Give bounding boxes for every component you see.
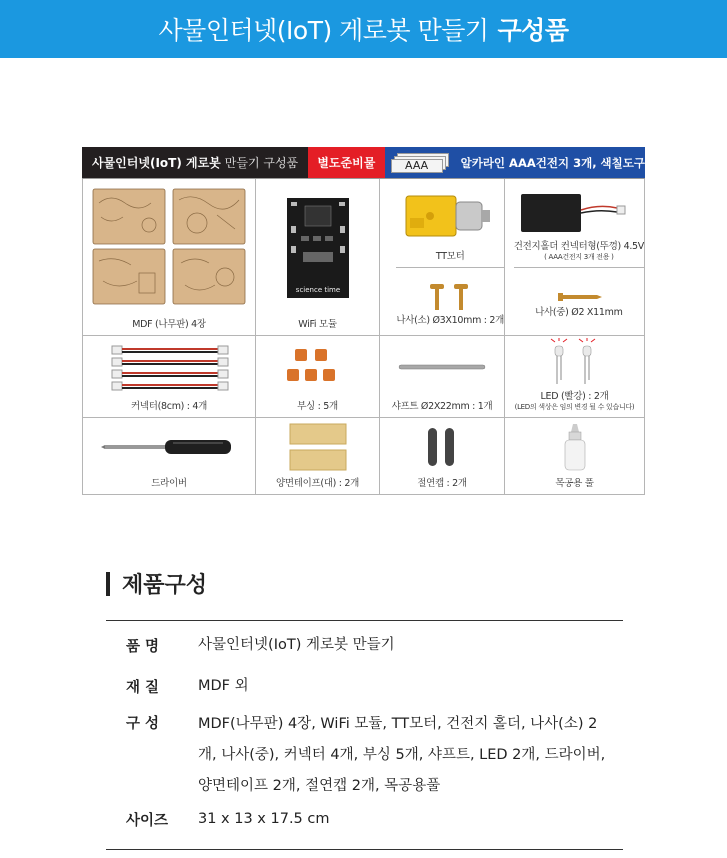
spec-row-size bbox=[126, 809, 608, 830]
spec-value: MDF 외 bbox=[198, 678, 249, 694]
part-screw-mid bbox=[514, 290, 644, 323]
driver-label: 드라이버 bbox=[151, 478, 187, 489]
required-items bbox=[385, 147, 645, 178]
spec-value: 사물인터넷(IoT) 게로봇 만들기 bbox=[198, 637, 395, 653]
battery-icon bbox=[391, 153, 453, 173]
heading-bar bbox=[106, 572, 110, 596]
part-tape bbox=[256, 418, 380, 495]
tt-motor-image bbox=[396, 188, 504, 248]
spacer-label: 부싱 : 5개 bbox=[297, 401, 338, 412]
part-shaft bbox=[380, 336, 505, 418]
kit-header-title-bold: 사물인터넷(IoT) 게로봇 bbox=[92, 156, 221, 170]
spec-label: 품 명 bbox=[126, 639, 160, 655]
screw-mid-label: 나사(중) Ø2 X11mm bbox=[535, 306, 623, 318]
part-driver bbox=[82, 418, 256, 495]
glue-bottle-image bbox=[505, 418, 644, 475]
part-col3-row1 bbox=[380, 179, 505, 336]
battery-holder-note: ( AAA건전지 3개 전용 ) bbox=[544, 252, 614, 261]
part-cap bbox=[380, 418, 505, 495]
tape-image bbox=[256, 418, 379, 475]
wifi-label: WiFi 모듈 bbox=[298, 319, 337, 330]
part-battery-holder bbox=[514, 188, 644, 268]
tt-motor-label: TT모터 bbox=[435, 250, 465, 262]
part-tt-motor bbox=[396, 188, 504, 268]
battery-holder-image bbox=[514, 188, 644, 238]
insulation-cap-image bbox=[380, 418, 504, 475]
screw-small-label: 나사(소) Ø3X10mm : 2개 bbox=[396, 314, 504, 326]
shaft-label: 샤프트 Ø2X22mm : 1개 bbox=[391, 401, 493, 412]
spec-row-name bbox=[126, 635, 608, 656]
parts-grid bbox=[82, 178, 645, 495]
mdf-boards-image bbox=[83, 179, 255, 316]
led-note: (LED의 색상은 임의 변경 될 수 있습니다) bbox=[514, 403, 635, 411]
mdf-label: MDF (나무판) 4장 bbox=[132, 319, 206, 330]
part-col4-row1 bbox=[505, 179, 645, 336]
screw-small-image bbox=[396, 282, 504, 312]
glue-label: 목공용 풀 bbox=[555, 478, 594, 489]
part-spacer bbox=[256, 336, 380, 418]
connector-label: 커넥터(8cm) : 4개 bbox=[130, 401, 208, 412]
spec-table bbox=[106, 620, 623, 850]
connector-image bbox=[83, 336, 255, 398]
kit-header-title-light: 만들기 구성품 bbox=[224, 156, 299, 170]
wifi-module-image bbox=[256, 179, 379, 316]
kit-header-title bbox=[82, 147, 308, 178]
screwdriver-image bbox=[83, 418, 255, 475]
part-screw-small bbox=[396, 282, 504, 331]
required-items-text: 알카라인 AAA건전지 3개, 색칠도구 bbox=[460, 155, 645, 170]
spec-row-material bbox=[126, 676, 608, 697]
screw-mid-image bbox=[514, 290, 644, 304]
spacer-image bbox=[256, 336, 379, 398]
tape-label: 양면테이프(대) : 2개 bbox=[275, 478, 360, 489]
spec-heading-text: 제품구성 bbox=[122, 573, 208, 598]
part-wifi bbox=[256, 179, 380, 336]
led-image bbox=[505, 336, 644, 388]
banner-title-bold: 구성품 bbox=[497, 16, 569, 45]
spec-value: 31 x 13 x 17.5 cm bbox=[198, 811, 330, 827]
battery-holder-label: 건전지홀더 컨넥터형(뚜껑) 4.5V bbox=[513, 240, 644, 252]
wifi-board-text: science time bbox=[295, 285, 340, 294]
part-glue bbox=[505, 418, 645, 495]
part-led bbox=[505, 336, 645, 418]
spec-value: MDF(나무판) 4장, WiFi 모듈, TT모터, 건전지 홀더, 나사(소) 2개, 나사(중), 커넥터 4개, 부싱 5개, 샤프트, LED 2개, 드라이버, 양면테이프 2개, 절연캡 2개, 목공용풀 bbox=[198, 716, 606, 794]
separate-items-label: 별도준비물 bbox=[308, 147, 385, 178]
led-label: LED (빨강) : 2개 bbox=[540, 391, 609, 402]
part-connector bbox=[82, 336, 256, 418]
spec-section-heading bbox=[106, 568, 207, 599]
spec-row-components bbox=[126, 709, 608, 802]
banner-title: 사물인터넷(IoT) 게로봇 만들기 bbox=[158, 16, 489, 45]
kit-components-panel bbox=[82, 147, 645, 495]
spec-label: 사이즈 bbox=[126, 813, 169, 829]
battery-label: AAA bbox=[391, 159, 443, 173]
part-mdf bbox=[82, 179, 256, 336]
shaft-image bbox=[380, 336, 504, 398]
spec-label: 재 질 bbox=[126, 680, 160, 696]
kit-header bbox=[82, 147, 645, 178]
cap-label: 절연캡 : 2개 bbox=[417, 478, 467, 489]
spec-label: 구 성 bbox=[126, 716, 160, 732]
top-banner bbox=[0, 0, 727, 58]
